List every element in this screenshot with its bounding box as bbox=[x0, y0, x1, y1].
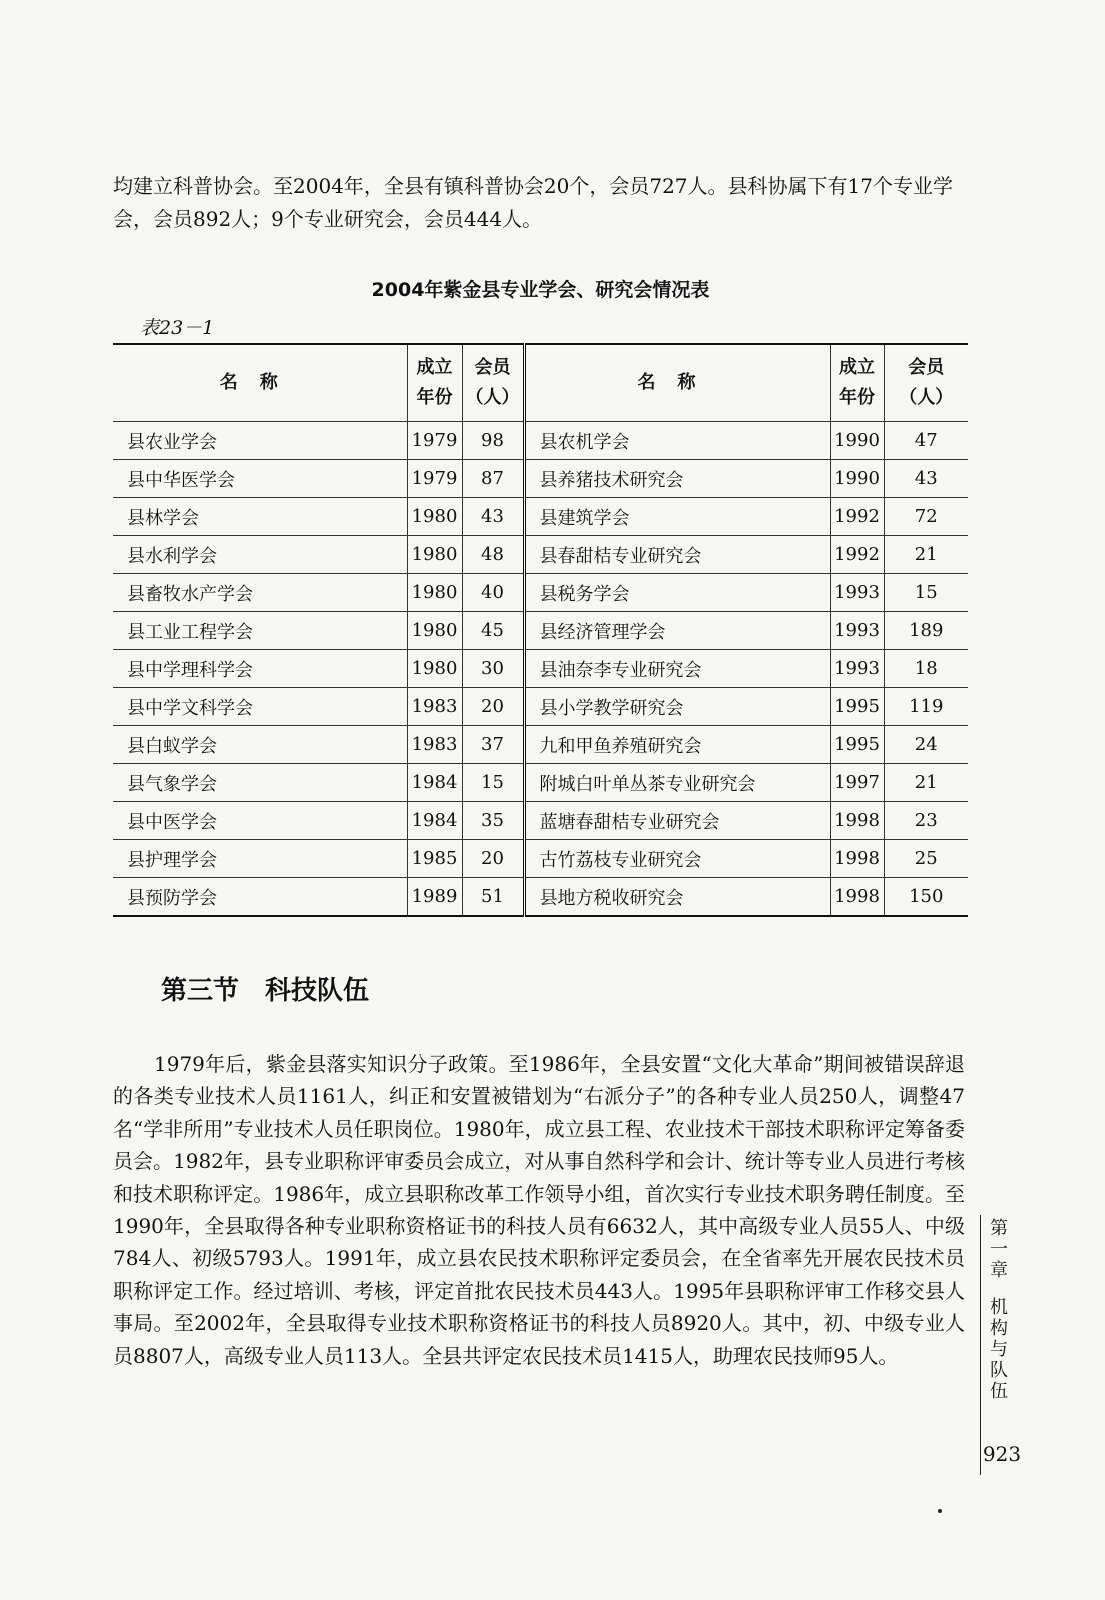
table-header-row bbox=[113, 344, 968, 422]
table-row bbox=[113, 726, 968, 764]
table-row bbox=[113, 574, 968, 612]
society-name-left: 县农业学会 bbox=[113, 422, 407, 460]
members-count-left: 15 bbox=[462, 764, 524, 802]
header-year-line1: 成立 bbox=[416, 357, 453, 378]
members-count-left: 98 bbox=[462, 422, 524, 460]
founded-year-right: 1990 bbox=[830, 422, 884, 460]
intro-paragraph: 均建立科普协会。至2004年，全县有镇科普协会20个，会员727人。县科协属下有17个专业学会，会员892人；9个专业研究会，会员444人。 bbox=[113, 174, 953, 231]
founded-year-left: 1983 bbox=[407, 688, 462, 726]
side-chapter: 第一章 bbox=[990, 1218, 1008, 1281]
section-heading: 第三节 科技队伍 bbox=[161, 976, 370, 1006]
members-count-right: 24 bbox=[884, 726, 968, 764]
society-name-left: 县林学会 bbox=[113, 498, 407, 536]
members-count-right: 119 bbox=[884, 688, 968, 726]
members-count-left: 20 bbox=[462, 688, 524, 726]
header-name-left: 名称 bbox=[113, 344, 407, 422]
society-name-right: 县税务学会 bbox=[524, 574, 830, 612]
table-number: 表23－1 bbox=[140, 317, 215, 339]
header-year-line2: 年份 bbox=[416, 387, 453, 408]
founded-year-right: 1995 bbox=[830, 688, 884, 726]
header-year-line1: 成立 bbox=[839, 357, 875, 378]
page-number: 923 bbox=[982, 1442, 1022, 1466]
members-count-left: 35 bbox=[462, 802, 524, 840]
society-name-left: 县中华医学会 bbox=[113, 460, 407, 498]
table-row bbox=[113, 802, 968, 840]
societies-table bbox=[113, 343, 968, 917]
members-count-left: 45 bbox=[462, 612, 524, 650]
society-name-right: 九和甲鱼养殖研究会 bbox=[524, 726, 830, 764]
header-members-line1: 会员 bbox=[908, 357, 945, 378]
members-count-left: 40 bbox=[462, 574, 524, 612]
society-name-right: 附城白叶单丛茶专业研究会 bbox=[524, 764, 830, 802]
founded-year-left: 1980 bbox=[407, 536, 462, 574]
header-members-left bbox=[462, 344, 524, 422]
members-count-right: 72 bbox=[884, 498, 968, 536]
table-title: 2004年紫金县专业学会、研究会情况表 bbox=[371, 279, 710, 301]
society-name-right: 县小学教学研究会 bbox=[524, 688, 830, 726]
members-count-right: 21 bbox=[884, 764, 968, 802]
table-row bbox=[113, 498, 968, 536]
header-members-line2: （人） bbox=[465, 387, 520, 408]
founded-year-left: 1980 bbox=[407, 498, 462, 536]
header-year-left bbox=[407, 344, 462, 422]
print-mark bbox=[938, 1509, 942, 1513]
society-name-left: 县白蚁学会 bbox=[113, 726, 407, 764]
table-row bbox=[113, 688, 968, 726]
founded-year-left: 1980 bbox=[407, 612, 462, 650]
table-row bbox=[113, 422, 968, 460]
members-count-left: 48 bbox=[462, 536, 524, 574]
header-members-line1: 会员 bbox=[474, 357, 511, 378]
members-count-left: 30 bbox=[462, 650, 524, 688]
founded-year-right: 1998 bbox=[830, 878, 884, 917]
table-body bbox=[113, 422, 968, 917]
founded-year-right: 1993 bbox=[830, 574, 884, 612]
members-count-left: 37 bbox=[462, 726, 524, 764]
founded-year-right: 1998 bbox=[830, 802, 884, 840]
members-count-right: 15 bbox=[884, 574, 968, 612]
society-name-left: 县水利学会 bbox=[113, 536, 407, 574]
society-name-left: 县护理学会 bbox=[113, 840, 407, 878]
founded-year-left: 1984 bbox=[407, 802, 462, 840]
members-count-left: 51 bbox=[462, 878, 524, 917]
society-name-right: 县油奈李专业研究会 bbox=[524, 650, 830, 688]
society-name-left: 县预防学会 bbox=[113, 878, 407, 917]
body-paragraph: 1979年后，紫金县落实知识分子政策。至1986年，全县安置“文化大革命”期间被错误辞退的各类专业技术人员1161人，纠正和安置被错划为“右派分子”的各种专业人员250人，调整47名“学非所用”专业技术人员任职岗位。1980年，成立县工程、农业技术干部技术职称评定筹备委员会。1982年，县专业职称评审委员会成立，对从事自然科学和会计、统计等专业人员进行考核和技术职称评定。1986年，成立县职称改革工作领导小组，首次实行专业技术职务聘任制度。至1990年，全县取得各种专业职称资格证书的科技人员有6632人，其中高级专业人员55人、中级784人、初级5793人。1991年，成立县农民技术职称评定委员会，在全省率先开展农民技术员职称评定工作。经过培训、考核，评定首批农民技术员443人。1995年县职称评审工作移交县人事局。至2002年，全县取得专业技术职称资格证书的科技人员8920人。其中，初、中级专业人员8807人，高级专业人员113人。全县共评定农民技术员1415人，助理农民技师95人。 bbox=[113, 1052, 965, 1368]
founded-year-right: 1992 bbox=[830, 536, 884, 574]
society-name-right: 县地方税收研究会 bbox=[524, 878, 830, 917]
society-name-right: 县春甜桔专业研究会 bbox=[524, 536, 830, 574]
members-count-right: 43 bbox=[884, 460, 968, 498]
society-name-left: 县畜牧水产学会 bbox=[113, 574, 407, 612]
members-count-right: 25 bbox=[884, 840, 968, 878]
founded-year-right: 1990 bbox=[830, 460, 884, 498]
members-count-right: 47 bbox=[884, 422, 968, 460]
founded-year-right: 1997 bbox=[830, 764, 884, 802]
society-name-left: 县中医学会 bbox=[113, 802, 407, 840]
society-name-right: 县经济管理学会 bbox=[524, 612, 830, 650]
side-part: 机构与队伍 bbox=[990, 1297, 1008, 1402]
society-name-left: 县气象学会 bbox=[113, 764, 407, 802]
society-name-right: 县农机学会 bbox=[524, 422, 830, 460]
members-count-left: 20 bbox=[462, 840, 524, 878]
founded-year-right: 1993 bbox=[830, 650, 884, 688]
members-count-left: 87 bbox=[462, 460, 524, 498]
founded-year-left: 1980 bbox=[407, 650, 462, 688]
header-members-right bbox=[884, 344, 968, 422]
founded-year-left: 1984 bbox=[407, 764, 462, 802]
society-name-left: 县中学理科学会 bbox=[113, 650, 407, 688]
side-rule bbox=[980, 1215, 981, 1475]
side-chapter-label bbox=[988, 1218, 1010, 1402]
society-name-right: 蓝塘春甜桔专业研究会 bbox=[524, 802, 830, 840]
society-name-left: 县中学文科学会 bbox=[113, 688, 407, 726]
founded-year-right: 1992 bbox=[830, 498, 884, 536]
society-name-left: 县工业工程学会 bbox=[113, 612, 407, 650]
header-year-right bbox=[830, 344, 884, 422]
members-count-right: 150 bbox=[884, 878, 968, 917]
founded-year-right: 1993 bbox=[830, 612, 884, 650]
society-name-right: 县养猪技术研究会 bbox=[524, 460, 830, 498]
members-count-right: 23 bbox=[884, 802, 968, 840]
members-count-right: 18 bbox=[884, 650, 968, 688]
table-row bbox=[113, 764, 968, 802]
table-row bbox=[113, 650, 968, 688]
founded-year-left: 1989 bbox=[407, 878, 462, 917]
founded-year-left: 1979 bbox=[407, 422, 462, 460]
table-row bbox=[113, 460, 968, 498]
table-row bbox=[113, 878, 968, 917]
founded-year-right: 1995 bbox=[830, 726, 884, 764]
table-row bbox=[113, 536, 968, 574]
founded-year-left: 1979 bbox=[407, 460, 462, 498]
table-row bbox=[113, 840, 968, 878]
founded-year-left: 1980 bbox=[407, 574, 462, 612]
founded-year-left: 1983 bbox=[407, 726, 462, 764]
members-count-right: 21 bbox=[884, 536, 968, 574]
header-year-line2: 年份 bbox=[839, 387, 875, 408]
founded-year-left: 1985 bbox=[407, 840, 462, 878]
society-name-right: 县建筑学会 bbox=[524, 498, 830, 536]
society-name-right: 古竹荔枝专业研究会 bbox=[524, 840, 830, 878]
table-row bbox=[113, 612, 968, 650]
header-name-right: 名称 bbox=[524, 344, 830, 422]
founded-year-right: 1998 bbox=[830, 840, 884, 878]
members-count-right: 189 bbox=[884, 612, 968, 650]
members-count-left: 43 bbox=[462, 498, 524, 536]
header-members-line2: （人） bbox=[899, 387, 954, 408]
